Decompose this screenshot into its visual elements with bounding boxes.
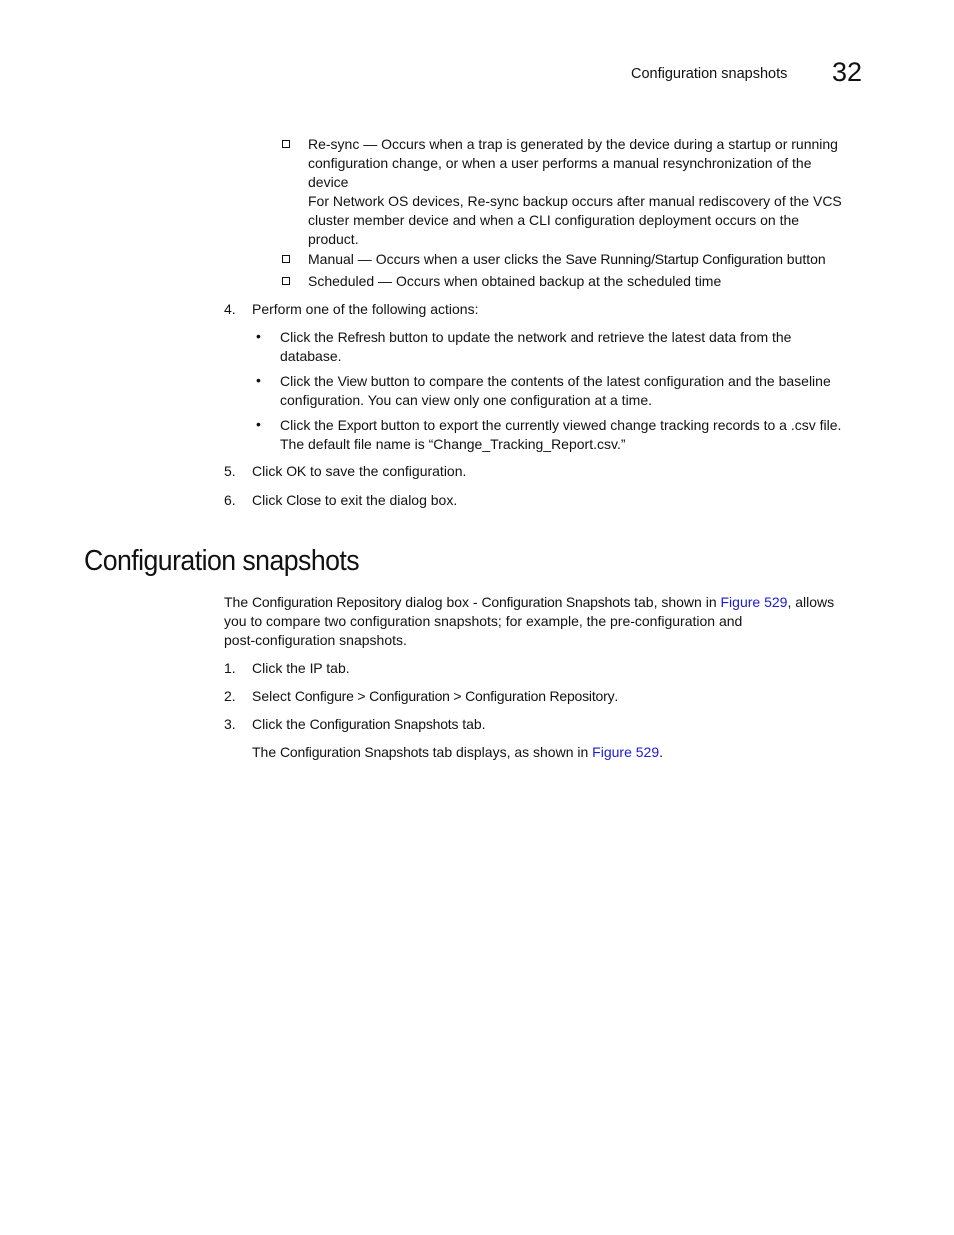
running-header-title: Configuration snapshots [631, 66, 788, 82]
step-text: tab. [458, 716, 486, 732]
menu-path-ref: Configure > Configuration > Configuration Repository [294, 688, 615, 704]
action-text: button to update the network and retrieve the latest data from the [385, 329, 792, 345]
intro-line2: you to compare two configuration snapshots; for example, the pre-configuration and [224, 613, 743, 629]
section-heading: Configuration snapshots [84, 545, 360, 577]
action-view [280, 372, 831, 410]
step5-text [252, 462, 466, 481]
section-step-1 [252, 659, 350, 678]
action-text: Click the [280, 417, 338, 433]
step-text: to exit the dialog box. [321, 492, 458, 508]
step-text: . [614, 688, 619, 704]
manual-text: Manual — Occurs when a user clicks the [308, 251, 566, 267]
config-repository-ref: Configuration Repository [252, 594, 402, 610]
action-text-line2: configuration. You can view only one configuration at a time. [280, 392, 653, 408]
section-intro [224, 593, 834, 650]
ip-tab-ref: IP [309, 660, 323, 676]
step-number: 2. [224, 688, 236, 704]
step-number: 6. [224, 492, 236, 508]
resync-line-1: Re-sync — Occurs when a trap is generated by the device during a startup or running [308, 136, 838, 152]
export-button-ref: Export [337, 417, 377, 433]
result-text: tab displays, as shown in [428, 744, 593, 760]
step4-text: Perform one of the following actions: [252, 301, 479, 317]
square-bullet-icon [282, 255, 290, 263]
step-text: Click the [252, 716, 310, 732]
config-snapshots-ref: Configuration Snapshots [280, 744, 429, 760]
intro-text: tab, shown in [630, 594, 721, 610]
step-number: 3. [224, 716, 236, 732]
figure-link[interactable]: Figure 529 [592, 744, 660, 760]
step-text: Click [252, 492, 287, 508]
step6-text [252, 491, 457, 510]
config-snapshots-ref: Configuration Snapshots [481, 594, 631, 610]
result-text: . [659, 744, 663, 760]
resync-line-5: cluster member device and when a CLI configuration deployment occurs on the [308, 212, 800, 228]
save-config-button-ref: Save Running/Startup Configuration [565, 251, 783, 267]
bullet-icon: • [256, 328, 261, 344]
step-text: Click the [252, 660, 310, 676]
action-refresh [280, 328, 791, 366]
square-bullet-icon [282, 277, 290, 285]
action-text-line2: The default file name is “Change_Tracking_Report.csv.” [280, 436, 626, 452]
view-button-ref: View [337, 373, 367, 389]
step-text: Select [252, 688, 295, 704]
refresh-button-ref: Refresh [337, 329, 386, 345]
config-snapshots-tab-ref: Configuration Snapshots [309, 716, 459, 732]
bullet-icon: • [256, 416, 261, 432]
intro-text: , allows [787, 594, 835, 610]
intro-text: The [224, 594, 253, 610]
bullet-icon: • [256, 372, 261, 388]
subbullet-resync [308, 135, 842, 249]
step-number: 4. [224, 301, 236, 317]
step-text: Click [252, 463, 287, 479]
step-text: tab. [322, 660, 350, 676]
square-bullet-icon [282, 140, 290, 148]
manual-text-end: button [782, 251, 826, 267]
figure-link[interactable]: Figure 529 [720, 594, 788, 610]
chapter-number: 32 [832, 57, 863, 87]
intro-line3: post-configuration snapshots. [224, 632, 407, 648]
step-number: 5. [224, 463, 236, 479]
close-button-ref: Close [286, 492, 322, 508]
intro-text: dialog box - [401, 594, 482, 610]
resync-line-3: device [308, 174, 349, 190]
resync-line-2: configuration change, or when a user performs a manual resynchronization of the [308, 155, 812, 171]
action-text: Click the [280, 329, 338, 345]
result-text: The [252, 744, 281, 760]
action-text-line2: database. [280, 348, 342, 364]
resync-line-4: For Network OS devices, Re-sync backup occurs after manual rediscovery of the VCS [308, 193, 842, 209]
action-export [280, 416, 841, 454]
section-step-3 [252, 715, 486, 734]
subbullet-scheduled: Scheduled — Occurs when obtained backup at the scheduled time [308, 273, 722, 289]
action-text: button to export the currently viewed change tracking records to a .csv file. [376, 417, 842, 433]
subbullet-manual [308, 250, 826, 269]
ok-button-ref: OK [286, 463, 307, 479]
step-text: to save the configuration. [306, 463, 467, 479]
resync-line-6: product. [308, 231, 359, 247]
action-text: Click the [280, 373, 338, 389]
action-text: button to compare the contents of the latest configuration and the baseline [366, 373, 831, 389]
step-number: 1. [224, 660, 236, 676]
step-result [252, 743, 663, 762]
section-step-2 [252, 687, 618, 706]
